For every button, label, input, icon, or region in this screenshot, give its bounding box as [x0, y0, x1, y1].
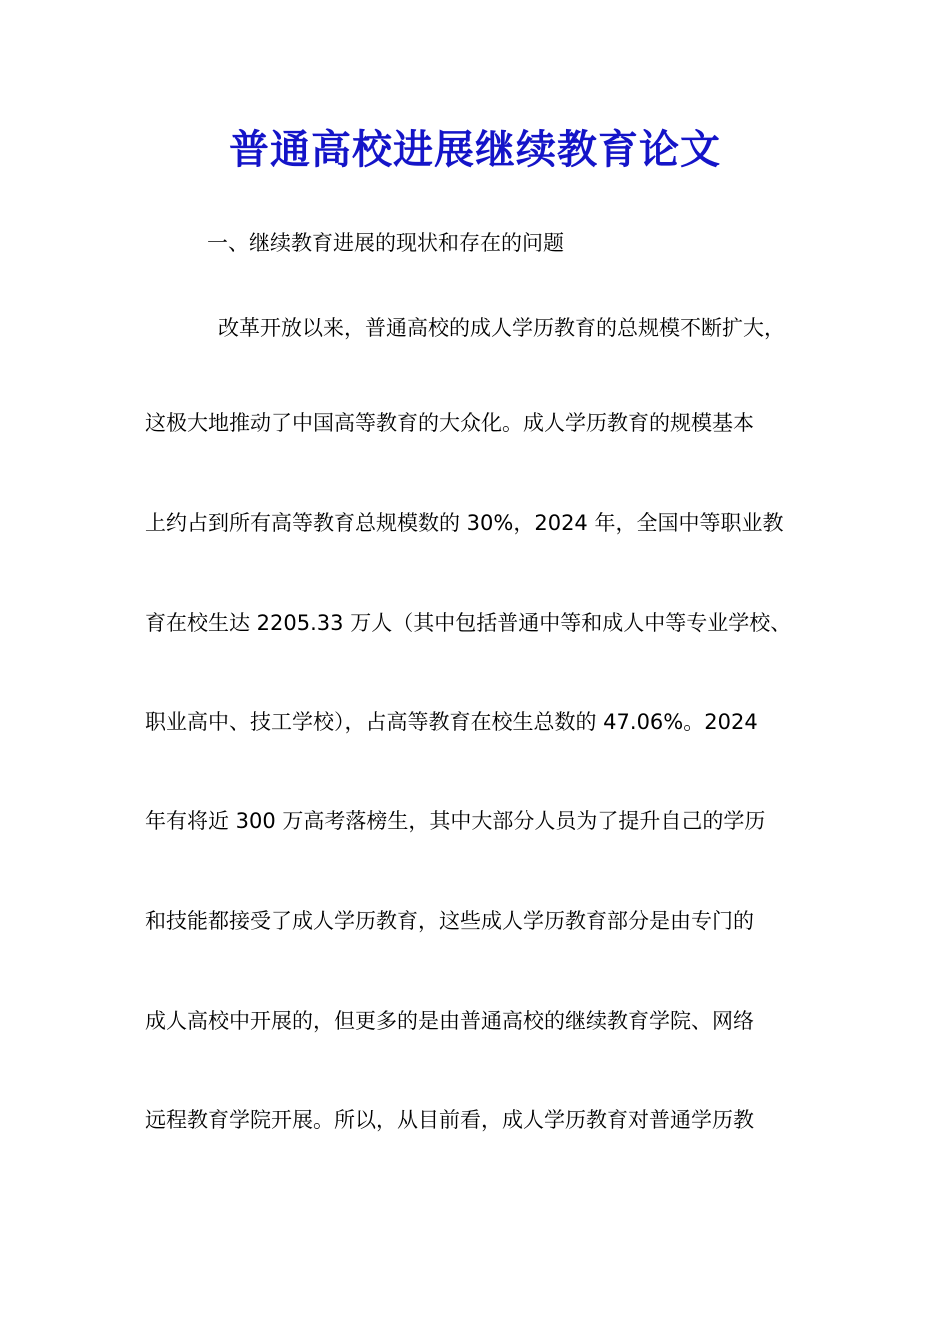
paragraph-line-2: 这极大地推动了中国高等教育的大众化。成人学历教育的规模基本 — [145, 411, 754, 435]
paragraph-line-8: 成人高校中开展的，但更多的是由普通高校的继续教育学院、网络 — [145, 1009, 754, 1033]
paragraph-line-9: 远程教育学院开展。所以，从目前看，成人学历教育对普通学历教 — [145, 1108, 754, 1132]
document-title: 普通高校进展继续教育论文 — [229, 126, 721, 173]
section-heading: 一、继续教育进展的现状和存在的问题 — [207, 231, 564, 255]
paragraph-line-6: 年有将近 300 万高考落榜生，其中大部分人员为了提升自己的学历 — [145, 809, 766, 833]
paragraph-line-4: 育在校生达 2205.33 万人（其中包括普通中等和成人中等专业学校、 — [145, 611, 792, 635]
paragraph-line-3: 上约占到所有高等教育总规模数的 30%，2024 年，全国中等职业教 — [145, 511, 784, 535]
paragraph-line-1: 改革开放以来，普通高校的成人学历教育的总规模不断扩大， — [218, 316, 785, 340]
paragraph-line-5: 职业高中、技工学校），占高等教育在校生总数的 47.06%。2024 — [145, 710, 758, 734]
paragraph-line-7: 和技能都接受了成人学历教育，这些成人学历教育部分是由专门的 — [145, 909, 754, 933]
